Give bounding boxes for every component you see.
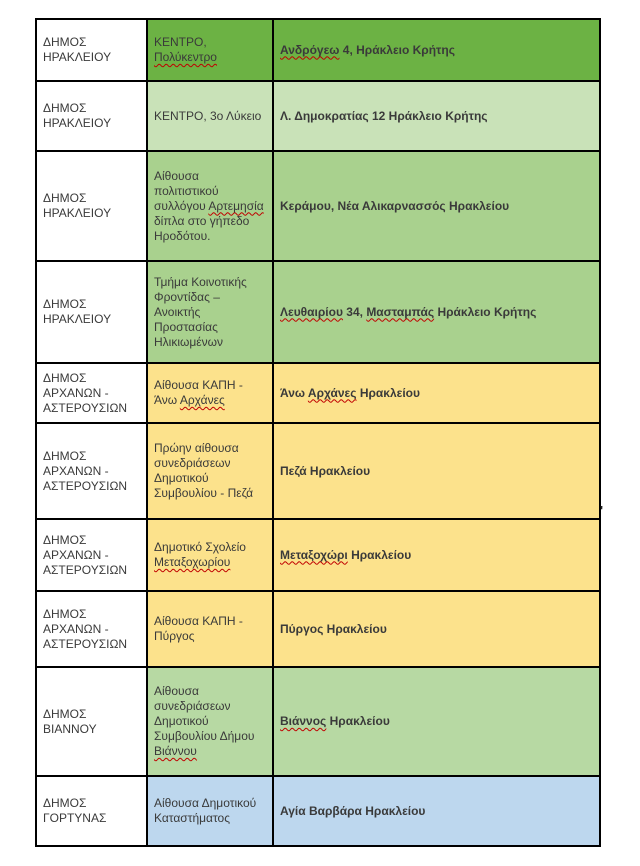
venue-cell (147, 363, 273, 423)
venue-cell (147, 81, 273, 151)
table-row (36, 423, 600, 519)
table-row (36, 776, 600, 846)
table-row (36, 151, 600, 261)
text-run: 4, Ηράκλειο Κρήτης (339, 42, 455, 57)
text-run: Πρώην αίθουσα συνεδριάσεων Δημοτικού Συμβουλίου - Πεζά (154, 441, 254, 500)
text-run: Αίθουσα πολιτιστικού συλλόγου (154, 168, 219, 213)
text-run: Ηρακλείου (326, 714, 390, 728)
address-cell (273, 776, 600, 846)
address-cell (273, 81, 600, 151)
address-cell (273, 423, 600, 519)
text-run: ΔΗΜΟΣ ΗΡΑΚΛΕΙΟΥ (43, 101, 112, 130)
address-cell (273, 667, 600, 776)
text-run: Ηρακλείου (356, 385, 420, 400)
text-run: Ηράκλειο Κρήτης (434, 304, 537, 319)
table-row (36, 591, 600, 667)
text-run: ΔΗΜΟΣ ΒΙΑΝΝΟΥ (43, 706, 97, 736)
municipality-cell (36, 667, 147, 776)
text-run: Αίθουσα ΚΑΠΗ - Άνω (154, 378, 243, 407)
municipality-cell (36, 261, 147, 363)
misspelled-word: Αρχάνες (179, 393, 225, 407)
misspelled-word: Αρχάνες (307, 385, 357, 400)
venue-cell (147, 151, 273, 261)
address-cell (273, 591, 600, 667)
misspelled-word: Λευθαιρίου (280, 304, 343, 319)
municipality-cell (36, 423, 147, 519)
venue-cell (147, 423, 273, 519)
text-run: Άνω (280, 385, 308, 400)
text-run: ΚΕΝΤΡΟ, (154, 35, 207, 49)
municipality-cell (36, 19, 147, 81)
text-run: δίπλα στο γήπεδο Ηροδότου. (154, 213, 250, 243)
venue-cell (147, 591, 273, 667)
misspelled-word: Μεταξοχώρι (280, 547, 348, 562)
text-run: ΔΗΜΟΣ ΗΡΑΚΛΕΙΟΥ (43, 297, 112, 326)
misspelled-word: Πολύκεντρο (154, 50, 217, 64)
address-cell (273, 151, 600, 261)
venue-cell (147, 776, 273, 846)
misspelled-word: Βιάννου (154, 744, 197, 758)
text-run: Ηρακλείου (347, 547, 412, 562)
misspelled-word: Μασταμπάς (366, 304, 435, 319)
address-cell (273, 261, 600, 363)
text-run: ΔΗΜΟΣ ΑΡΧΑΝΩΝ - ΑΣΤΕΡΟΥΣΙΩΝ (43, 532, 128, 577)
venue-cell (147, 667, 273, 776)
text-run: Αίθουσα ΚΑΠΗ - Πύργος (154, 614, 243, 643)
text-run: ΚΕΝΤΡΟ, 3ο Λύκειο (154, 108, 262, 123)
text-run: Λ. Δημοκρατίας 12 Ηράκλειο Κρήτης (280, 108, 488, 123)
municipality-cell (36, 363, 147, 423)
table-row (36, 81, 600, 151)
table-row (36, 261, 600, 363)
table-row (36, 667, 600, 776)
misspelled-word: Μεταξοχωρίου (154, 555, 231, 569)
text-run: Αγία Βαρβάρα Ηρακλείου (280, 803, 426, 818)
table-row (36, 363, 600, 423)
table-row (36, 19, 600, 81)
venue-cell (147, 19, 273, 81)
stray-mark: ' (600, 503, 604, 518)
venues-table (35, 18, 604, 847)
text-run: Αίθουσα Δημοτικού Καταστήματος (154, 796, 257, 825)
text-run: Δημοτικό Σχολείο (154, 540, 246, 554)
text-run: ΔΗΜΟΣ ΑΡΧΑΝΩΝ - ΑΣΤΕΡΟΥΣΙΩΝ (43, 606, 128, 651)
misspelled-word: Ανδρόγεω (280, 42, 340, 57)
table-row (36, 519, 600, 591)
text-run: 34, (342, 304, 367, 319)
venue-cell (147, 519, 273, 591)
municipality-cell (36, 81, 147, 151)
text-run: ΔΗΜΟΣ ΗΡΑΚΛΕΙΟΥ (43, 35, 112, 64)
address-cell (273, 363, 600, 423)
text-run: Κεράμου, Νέα Αλικαρνασσός Ηρακλείου (280, 198, 510, 213)
municipality-cell (36, 151, 147, 261)
text-run: ΔΗΜΟΣ ΗΡΑΚΛΕΙΟΥ (43, 191, 112, 220)
municipality-cell (36, 519, 147, 591)
misspelled-word: Αρτεμησία (208, 198, 264, 213)
text-run: Αίθουσα συνεδριάσεων Δημοτικού Συμβουλίου Δήμου (154, 684, 255, 743)
venues-table-body (36, 19, 600, 846)
text-run: Πύργος Ηρακλείου (280, 621, 387, 636)
address-cell (273, 19, 600, 81)
municipality-cell (36, 776, 147, 846)
venue-cell (147, 261, 273, 363)
text-run: Τμήμα Κοινοτικής Φροντίδας – Ανοικτής Προστασίας Ηλικιωμένων (154, 274, 247, 349)
text-run: Πεζά Ηρακλείου (280, 463, 371, 478)
text-run: ΔΗΜΟΣ ΑΡΧΑΝΩΝ - ΑΣΤΕΡΟΥΣΙΩΝ (43, 370, 128, 415)
municipality-cell (36, 591, 147, 667)
misspelled-word: Βιάννος (280, 714, 327, 728)
text-run: ΔΗΜΟΣ ΑΡΧΑΝΩΝ - ΑΣΤΕΡΟΥΣΙΩΝ (43, 448, 128, 493)
address-cell (273, 519, 600, 591)
text-run: ΔΗΜΟΣ ΓΟΡΤΥΝΑΣ (43, 796, 107, 825)
